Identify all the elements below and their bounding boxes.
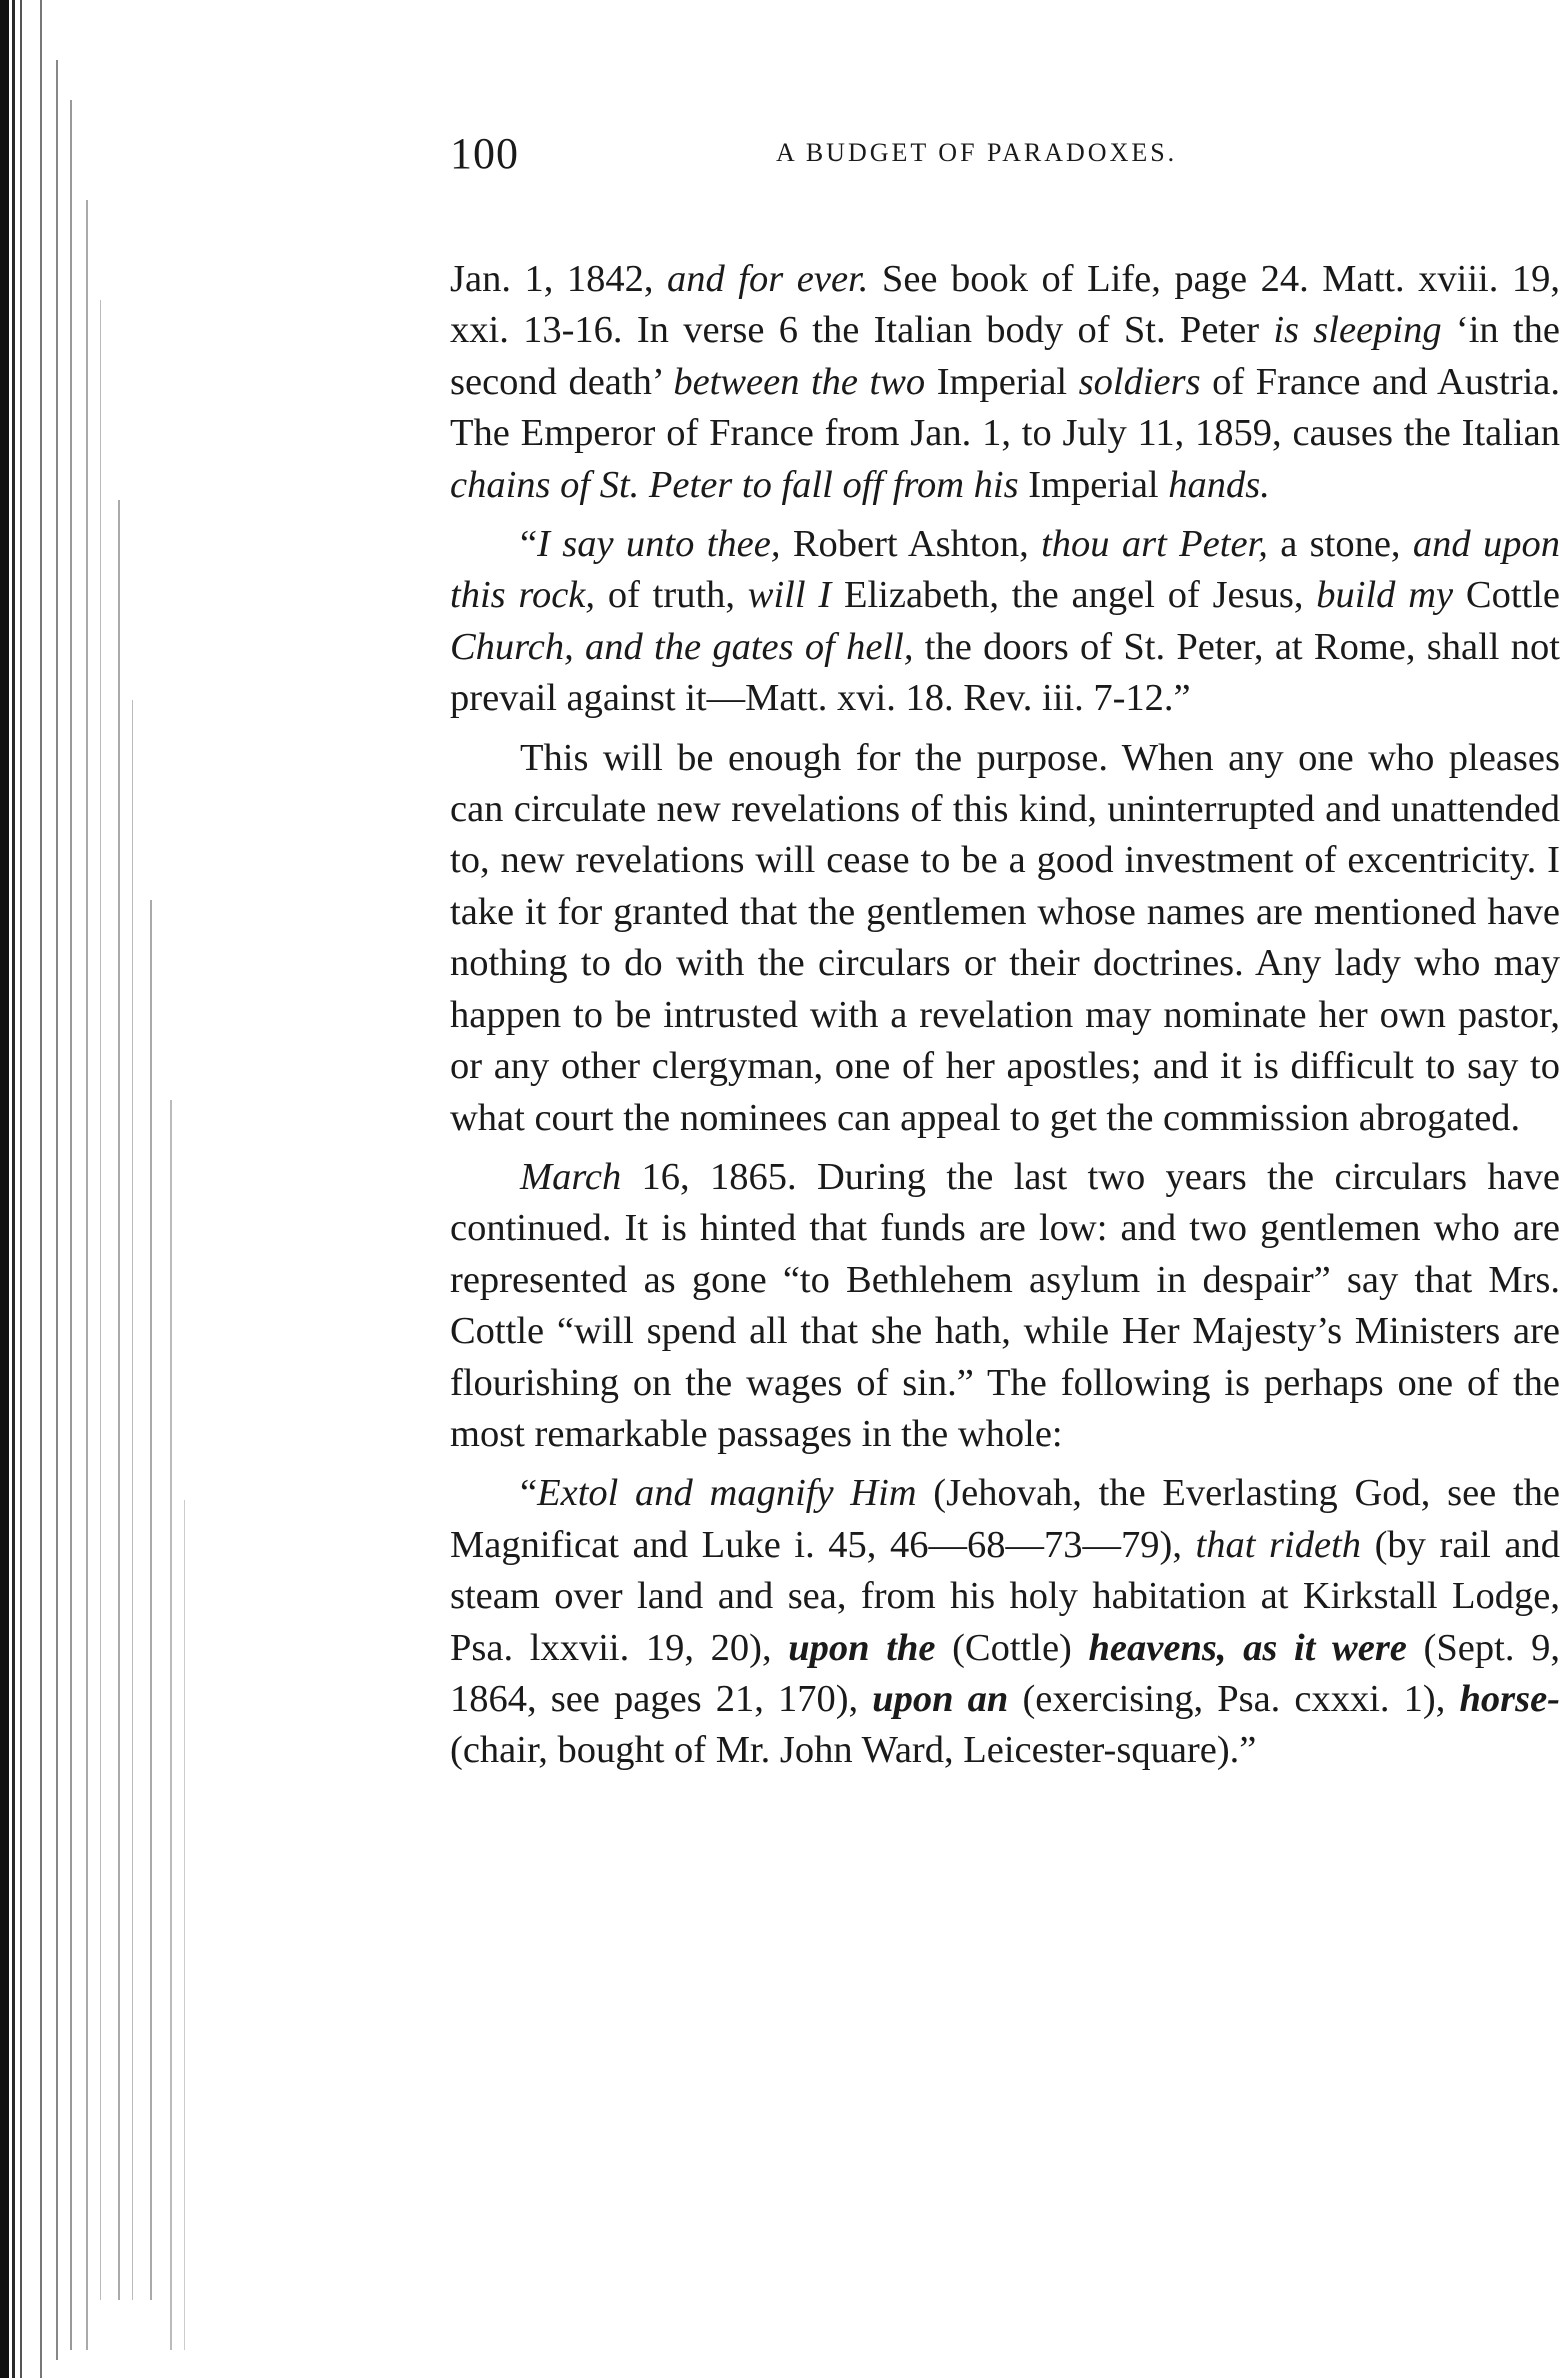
italic-text: chains of St. Peter to fall off from his: [450, 463, 1019, 506]
text-run: (Cottle): [935, 1626, 1089, 1669]
body-text: [450, 254, 1560, 1777]
text-run: 16, 1865. During the last two years the circulars have continued. It is hinted that funds are low: and two gentlemen who are represented as gone “to Bethlehem asylum in despair” say that Mrs. Cottle “will spend all that she hath, while Her Majesty’s Ministers are flourishing on the wages of sin.” The following is perhaps one of the most remarkable passages in the whole:: [450, 1155, 1560, 1455]
italic-text: build my: [1316, 574, 1454, 617]
text-run: Imperial: [1018, 463, 1169, 506]
text-run: (chair, bought of Mr. John Ward, Leicester-square).”: [450, 1729, 1257, 1772]
text-run: Cottle: [1453, 574, 1561, 617]
text-run: Jan. 1, 1842,: [450, 258, 668, 300]
text-run: (by rail and steam over land and sea, from his holy habitation at Kirkstall Lodge, Psa. lxxvii. 19, 20),: [450, 1523, 1560, 1669]
text-run: (Jehovah, the Everlasting God, see the Magnificat and Luke i. 45, 46—68—73—79),: [450, 1472, 1560, 1566]
text-run: “: [520, 1472, 538, 1515]
paragraph: [450, 1152, 1560, 1460]
italic-text: Church, and the gates of hell,: [450, 625, 914, 668]
italic-text: I say unto thee,: [537, 523, 781, 566]
text-run: of truth,: [595, 574, 748, 617]
text-run: a stone,: [1267, 523, 1413, 566]
text-run: Robert Ashton,: [780, 523, 1042, 566]
text-run: This will be enough for the purpose. When any one who pleases can circulate new revelations of this kind, uninterrupted and unattended to, new revelations will cease to be a good investment of excentricity. I take it for granted that the gentlemen whose names are mentioned have nothing to do with the circulars or their doctrines. Any lady who may happen to be intrusted with a revelation may nominate her own pastor, or any other clergyman, one of her apostles; and it is difficult to say to what court the nominees can appeal to get the commission abrogated.: [450, 736, 1560, 1139]
italic-text: thou art Peter,: [1041, 523, 1268, 566]
text-run: Elizabeth, the angel of Jesus,: [831, 574, 1317, 617]
text-run: ‘in the second death’: [450, 309, 1560, 403]
bold-italic-text: upon an: [872, 1677, 1009, 1720]
italic-text: March: [520, 1155, 622, 1198]
paragraph: [450, 1468, 1560, 1776]
text-run: “: [520, 523, 538, 566]
italic-text: will I: [747, 574, 832, 617]
paragraph: [450, 254, 1560, 511]
paragraph: [450, 733, 1560, 1144]
italic-text: hands.: [1168, 463, 1270, 506]
italic-text: and for ever.: [667, 258, 869, 300]
running-head: [450, 128, 1560, 188]
italic-text: soldiers: [1078, 360, 1201, 403]
text-run: See book of Life, page 24. Matt. xviii. 19, xxi. 13-16. In verse 6 the Italian body of St. Peter: [450, 258, 1560, 352]
bold-italic-text: upon the: [788, 1626, 936, 1669]
italic-text: and upon this rock,: [450, 523, 1561, 617]
italic-text: between the two: [673, 360, 926, 403]
text-run: (exercising, Psa. cxxxi. 1),: [1008, 1677, 1460, 1720]
italic-text: that rideth: [1195, 1523, 1361, 1566]
page-number: 100: [450, 129, 519, 178]
running-title: A BUDGET OF PARADOXES.: [776, 138, 1178, 167]
text-run: the doors of St. Peter, at Rome, shall not prevail against it—Matt. xvi. 18. Rev. iii. 7-12.”: [450, 625, 1560, 720]
italic-text: is sleeping: [1273, 309, 1442, 352]
text-run: Imperial: [925, 360, 1079, 403]
bold-italic-text: heavens, as it were: [1088, 1626, 1407, 1669]
text-run: of France and Austria. The Emperor of France from Jan. 1, to July 11, 1859, causes the Italian: [450, 360, 1560, 455]
italic-text: Extol and magnify Him: [537, 1472, 917, 1515]
binding-gutter: [0, 0, 200, 2378]
bold-italic-text: horse-: [1459, 1677, 1560, 1720]
text-block: [450, 128, 1560, 1785]
text-run: (Sept. 9, 1864, see pages 21, 170),: [450, 1626, 1560, 1720]
paragraph: [450, 519, 1560, 725]
